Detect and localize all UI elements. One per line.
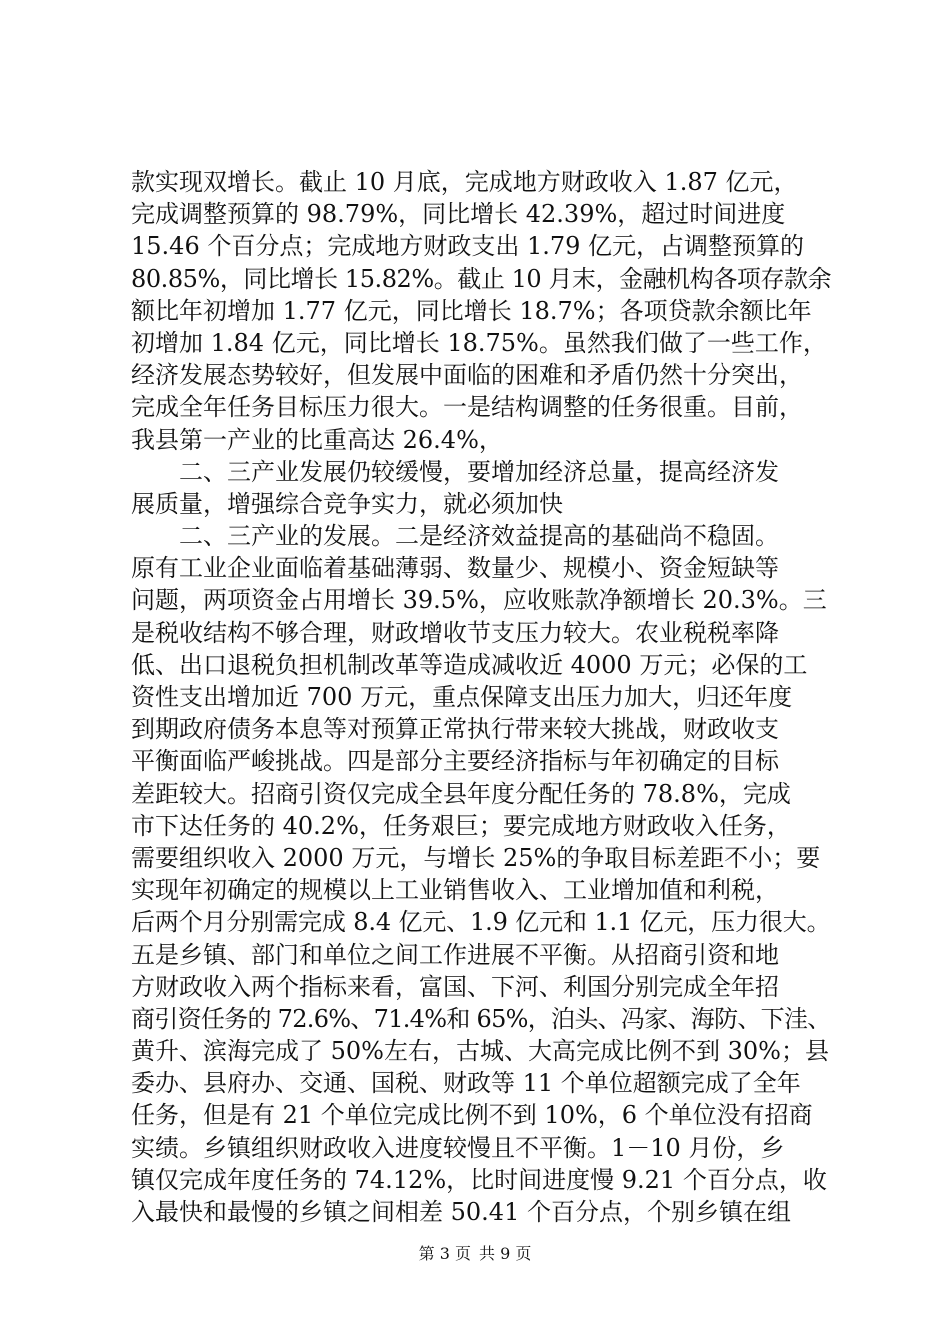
text-line: 任务，但是有 21 个单位完成比例不到 10%，6 个单位没有招商 (131, 1101, 813, 1130)
text-line: 委办、县府办、交通、国税、财政等 11 个单位超额完成了全年 (131, 1069, 801, 1098)
text-line: 后两个月分别需完成 8.4 亿元、1.9 亿元和 1.1 亿元，压力很大。 (131, 908, 831, 937)
text-line: 方财政收入两个指标来看，富国、下河、利国分别完成全年招 (131, 972, 779, 1001)
text-line: 问题，两项资金占用增长 39.5%，应收账款净额增长 20.3%。三 (131, 586, 827, 615)
page-number: 第 3 页 (418, 1244, 471, 1263)
text-line: 实现年初确定的规模以上工业销售收入、工业增加值和利税， (131, 876, 779, 905)
text-line: 镇仅完成年度任务的 74.12%，比时间进度慢 9.21 个百分点，收 (131, 1165, 827, 1194)
text-line: 商引资任务的 72.6%、71.4%和 65%，泊头、冯家、海防、下洼、 (131, 1004, 831, 1033)
text-line: 二、三产业发展仍较缓慢，要增加经济总量，提高经济发 (131, 457, 779, 486)
text-line: 完成调整预算的 98.79%，同比增长 42.39%，超过时间进度 (131, 200, 786, 229)
text-line: 需要组织收入 2000 万元，与增长 25%的争取目标差距不小；要 (131, 843, 821, 872)
text-line: 低、出口退税负担机制改革等造成减收近 4000 万元；必保的工 (131, 650, 808, 679)
text-line: 黄升、滨海完成了 50%左右，古城、大高完成比例不到 30%；县 (131, 1037, 829, 1066)
body-text (131, 166, 831, 1228)
text-line: 是税收结构不够合理，财政增收节支压力较大。农业税税率降 (131, 618, 779, 647)
text-line: 款实现双增长。截止 10 月底，完成地方财政收入 1.87 亿元， (131, 168, 798, 196)
text-line: 差距较大。招商引资仅完成全县年度分配任务的 78.8%，完成 (131, 779, 791, 808)
text-line: 到期政府债务本息等对预算正常执行带来较大挑战，财政收支 (131, 715, 779, 744)
text-line: 初增加 1.84 亿元，同比增长 18.75%。虽然我们做了一些工作， (131, 328, 827, 357)
text-line: 五是乡镇、部门和单位之间工作进展不平衡。从招商引资和地 (131, 940, 779, 969)
text-line: 平衡面临严峻挑战。四是部分主要经济指标与年初确定的目标 (131, 747, 779, 776)
text-line: 额比年初增加 1.77 亿元，同比增长 18.7%；各项贷款余额比年 (131, 296, 812, 325)
text-line: 展质量，增强综合竞争实力，就必须加快 (131, 489, 563, 518)
total-pages: 共 9 页 (479, 1244, 532, 1263)
text-line: 入最快和最慢的乡镇之间相差 50.41 个百分点，个别乡镇在组 (131, 1198, 791, 1226)
text-line: 市下达任务的 40.2%，任务艰巨；要完成地方财政收入任务， (131, 811, 791, 840)
page-footer (0, 1244, 950, 1264)
text-line: 实绩。乡镇组织财政收入进度较慢且不平衡。1－10 月份，乡 (131, 1133, 785, 1162)
text-line: 经济发展态势较好，但发展中面临的困难和矛盾仍然十分突出， (131, 361, 803, 390)
text-line: 二、三产业的发展。二是经济效益提高的基础尚不稳固。 (131, 522, 779, 551)
text-line: 资性支出增加近 700 万元，重点保障支出压力加大，归还年度 (131, 683, 793, 711)
text-line: 80.85%，同比增长 15.82%。截止 10 月末，金融机构各项存款余 (131, 264, 831, 293)
text-line: 15.46 个百分点；完成地方财政支出 1.79 亿元，占调整预算的 (131, 232, 805, 261)
text-line: 我县第一产业的比重高达 26.4%， (131, 425, 503, 454)
text-line: 完成全年任务目标压力很大。一是结构调整的任务很重。目前， (131, 393, 803, 422)
text-line: 原有工业企业面临着基础薄弱、数量少、规模小、资金短缺等 (131, 554, 779, 583)
